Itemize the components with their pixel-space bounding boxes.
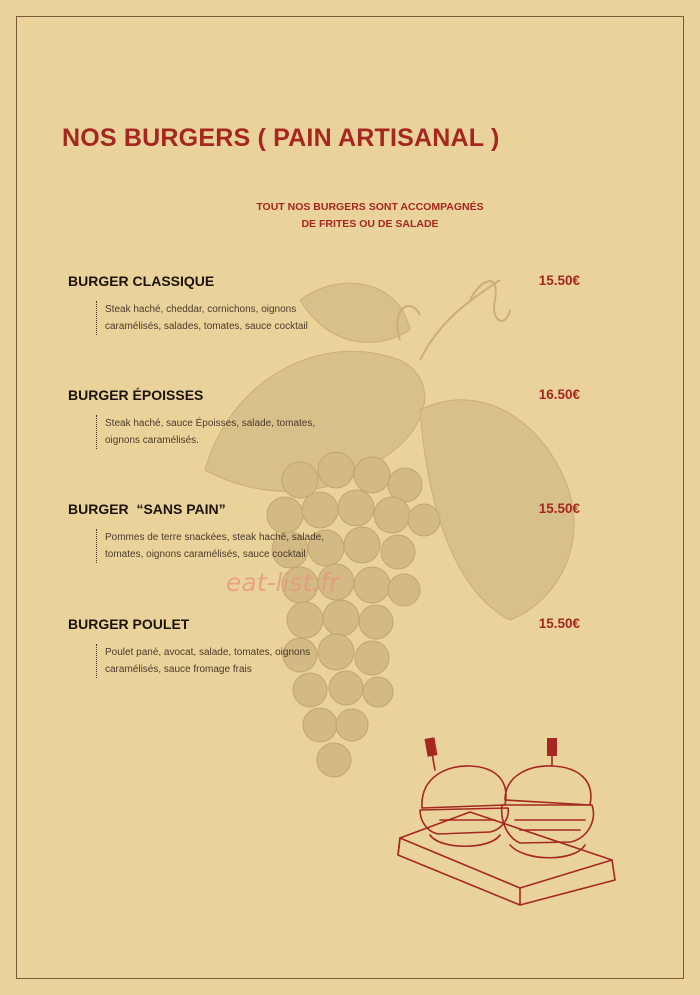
item-description <box>96 301 363 335</box>
item-name: BURGER ÉPOISSES <box>68 387 204 403</box>
description-line: Poulet pané, avocat, salade, tomates, oignons <box>105 647 311 658</box>
description-line: tomates, oignons caramélisés, sauce cocktail <box>105 549 306 560</box>
description-line: oignons caramélisés. <box>105 435 199 446</box>
description-line: Steak haché, sauce Époisses, salade, tomates, <box>105 418 316 429</box>
item-price: 15.50€ <box>538 616 580 631</box>
item-description <box>96 415 363 449</box>
description-line: Pommes de terre snackées, steak haché, salade, <box>105 532 325 543</box>
item-price: 16.50€ <box>538 387 580 402</box>
item-name: BURGER POULET <box>68 616 190 632</box>
subtitle-line: DE FRITES OU DE SALADE <box>301 218 439 230</box>
item-name: BURGER CLASSIQUE <box>68 273 215 289</box>
subtitle-line: TOUT NOS BURGERS SONT ACCOMPAGNÉS <box>256 201 484 213</box>
page-title: NOS BURGERS ( PAIN ARTISANAL ) <box>62 124 500 152</box>
menu-subtitle <box>140 199 600 233</box>
item-description <box>96 644 363 678</box>
item-price: 15.50€ <box>538 501 580 516</box>
description-line: Steak haché, cheddar, cornichons, oignons <box>105 304 297 315</box>
description-line: caramélisés, sauce fromage frais <box>105 664 252 675</box>
description-line: caramélisés, salades, tomates, sauce cocktail <box>105 321 308 332</box>
item-price: 15.50€ <box>538 273 580 288</box>
watermark: eat-list.fr <box>226 568 340 597</box>
item-description <box>96 529 363 563</box>
item-name: BURGER “SANS PAIN” <box>68 501 226 517</box>
